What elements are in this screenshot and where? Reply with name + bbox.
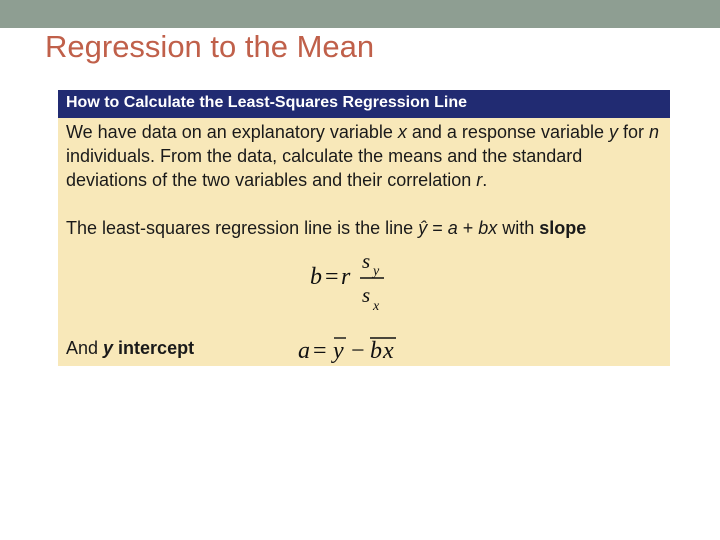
intercept-formula-minus: − [351,338,365,364]
top-accent-bar [0,0,720,28]
slide-title: Regression to the Mean [45,29,375,64]
slope-formula-numerator: s [362,249,371,273]
slope-formula-denominator: s [362,283,371,307]
intercept-formula-equals: = [313,338,327,364]
slope-formula-denominator-sub: x [373,299,380,314]
slope-formula-r: r [341,264,351,290]
intercept-formula-a: a [298,338,310,364]
slope-formula [300,248,400,318]
intercept-formula-b: b [370,338,382,364]
box-header [58,90,670,118]
slope-formula-b: b [310,264,322,290]
slope-formula-numerator-sub: y [373,264,380,279]
intercept-paragraph: And y intercept [66,338,195,358]
intercept-formula-ybar: y [333,338,344,364]
intercept-formula-xbar: x [383,338,394,364]
intro-paragraph: We have data on an explanatory variable x and a response variable y for n individuals. From the data, calculate the means and the standard deviations of the two variables and their correlation r. [66,122,660,190]
box-header-text: How to Calculate the Least-Squares Regression Line [66,94,467,111]
slope-formula-equals: = [325,264,339,290]
intercept-formula [294,332,414,368]
regression-line-paragraph: The least-squares regression line is the line ŷ = a + bx with slope [66,218,587,238]
